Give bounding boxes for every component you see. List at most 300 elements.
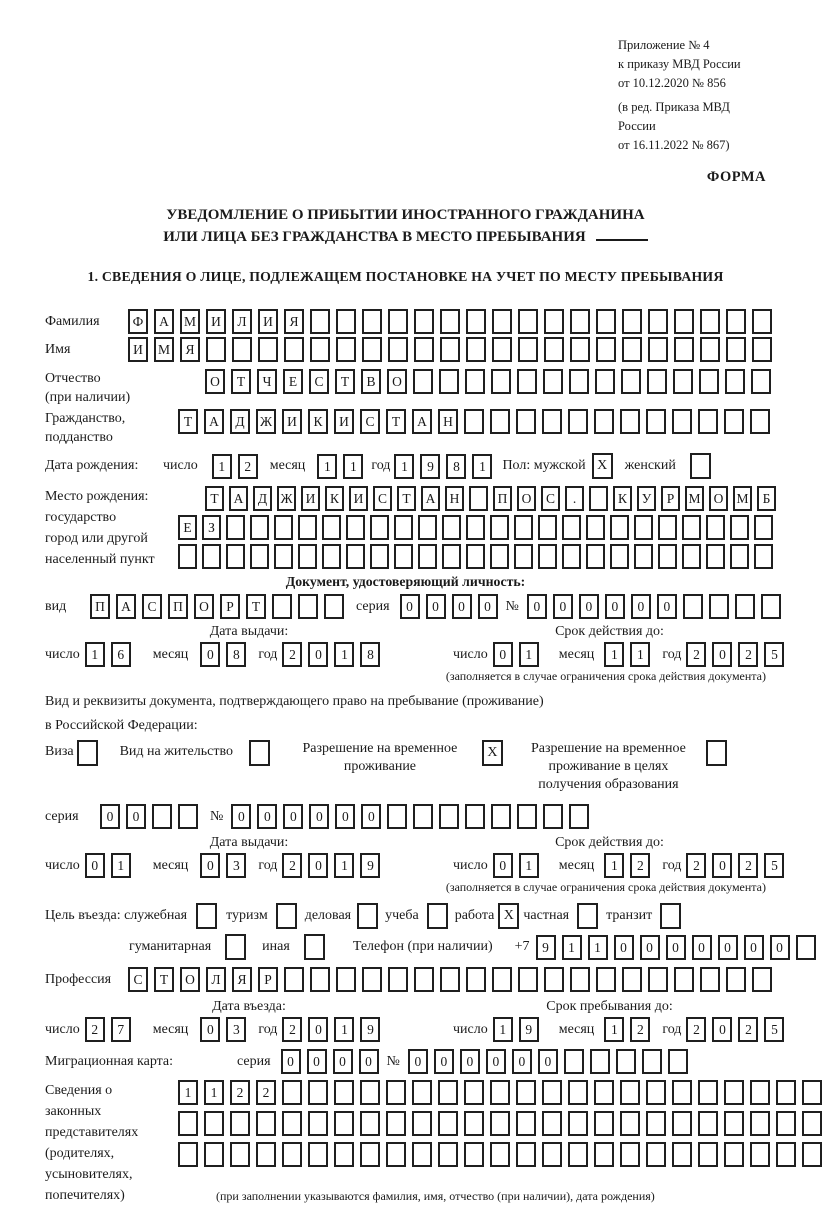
char-cell[interactable]: 9 [420, 454, 440, 479]
char-cell[interactable]: 5 [764, 853, 784, 878]
char-cell[interactable]: И [128, 337, 148, 362]
char-cell[interactable]: Т [231, 369, 251, 394]
char-cell[interactable] [178, 544, 197, 569]
char-cell[interactable] [413, 369, 433, 394]
char-cell[interactable] [490, 1142, 510, 1167]
char-cell[interactable] [672, 1142, 692, 1167]
char-cell[interactable]: О [517, 486, 536, 511]
char-cell[interactable]: А [229, 486, 248, 511]
char-cell[interactable] [621, 369, 641, 394]
char-cell[interactable] [438, 1080, 458, 1105]
char-cell[interactable]: 0 [493, 853, 513, 878]
char-cell[interactable] [362, 967, 382, 992]
char-cell[interactable] [776, 1080, 796, 1105]
char-cell[interactable] [802, 1080, 822, 1105]
char-cell[interactable]: П [90, 594, 110, 619]
char-cell[interactable] [750, 1111, 770, 1136]
char-cell[interactable] [465, 804, 485, 829]
char-cell[interactable]: 1 [394, 454, 414, 479]
char-cell[interactable]: 7 [111, 1017, 131, 1042]
char-cell[interactable]: И [349, 486, 368, 511]
char-cell[interactable] [586, 515, 605, 540]
char-cell[interactable] [682, 515, 701, 540]
char-cell[interactable]: С [360, 409, 380, 434]
char-cell[interactable]: 1 [519, 642, 539, 667]
char-cell[interactable] [466, 544, 485, 569]
purpose-private-checkbox[interactable] [577, 903, 598, 929]
char-cell[interactable]: 0 [770, 935, 790, 960]
char-cell[interactable]: М [154, 337, 174, 362]
char-cell[interactable] [469, 486, 488, 511]
char-cell[interactable] [442, 544, 461, 569]
sex-male-checkbox[interactable]: X [592, 453, 613, 479]
char-cell[interactable]: Т [335, 369, 355, 394]
char-cell[interactable]: 0 [712, 642, 732, 667]
char-cell[interactable] [308, 1142, 328, 1167]
char-cell[interactable] [418, 515, 437, 540]
char-cell[interactable] [658, 515, 677, 540]
char-cell[interactable] [724, 1080, 744, 1105]
char-cell[interactable] [590, 1049, 610, 1074]
char-cell[interactable] [230, 1142, 250, 1167]
char-cell[interactable] [346, 515, 365, 540]
char-cell[interactable] [754, 515, 773, 540]
char-cell[interactable] [542, 1142, 562, 1167]
char-cell[interactable]: 1 [111, 853, 131, 878]
char-cell[interactable]: Р [220, 594, 240, 619]
char-cell[interactable] [412, 1080, 432, 1105]
char-cell[interactable]: 5 [764, 1017, 784, 1042]
char-cell[interactable]: 0 [478, 594, 498, 619]
char-cell[interactable]: Т [397, 486, 416, 511]
char-cell[interactable] [230, 1111, 250, 1136]
char-cell[interactable] [386, 1142, 406, 1167]
char-cell[interactable]: 0 [100, 804, 120, 829]
char-cell[interactable] [282, 1111, 302, 1136]
char-cell[interactable]: 0 [231, 804, 251, 829]
char-cell[interactable]: 8 [360, 642, 380, 667]
char-cell[interactable]: Т [386, 409, 406, 434]
char-cell[interactable] [754, 544, 773, 569]
char-cell[interactable] [569, 369, 589, 394]
char-cell[interactable] [282, 1142, 302, 1167]
char-cell[interactable]: 0 [408, 1049, 428, 1074]
char-cell[interactable] [568, 1080, 588, 1105]
char-cell[interactable] [594, 1080, 614, 1105]
char-cell[interactable] [308, 1111, 328, 1136]
char-cell[interactable]: 6 [111, 642, 131, 667]
char-cell[interactable]: . [565, 486, 584, 511]
char-cell[interactable] [516, 409, 536, 434]
char-cell[interactable]: 2 [738, 1017, 758, 1042]
char-cell[interactable]: 0 [359, 1049, 379, 1074]
char-cell[interactable] [622, 309, 642, 334]
char-cell[interactable]: С [309, 369, 329, 394]
char-cell[interactable]: Т [178, 409, 198, 434]
char-cell[interactable]: И [282, 409, 302, 434]
char-cell[interactable] [370, 515, 389, 540]
char-cell[interactable]: Н [438, 409, 458, 434]
char-cell[interactable] [418, 544, 437, 569]
char-cell[interactable]: Я [232, 967, 252, 992]
char-cell[interactable] [543, 369, 563, 394]
char-cell[interactable]: 2 [738, 853, 758, 878]
char-cell[interactable]: 0 [614, 935, 634, 960]
char-cell[interactable]: 0 [657, 594, 677, 619]
char-cell[interactable] [360, 1142, 380, 1167]
residence-permit-checkbox[interactable] [249, 740, 270, 766]
char-cell[interactable] [202, 544, 221, 569]
purpose-study-checkbox[interactable] [427, 903, 448, 929]
char-cell[interactable] [226, 515, 245, 540]
char-cell[interactable] [700, 967, 720, 992]
char-cell[interactable] [698, 1111, 718, 1136]
char-cell[interactable] [538, 544, 557, 569]
char-cell[interactable]: 2 [738, 642, 758, 667]
char-cell[interactable]: 0 [308, 1017, 328, 1042]
char-cell[interactable] [706, 544, 725, 569]
char-cell[interactable] [206, 337, 226, 362]
char-cell[interactable] [673, 369, 693, 394]
char-cell[interactable] [698, 409, 718, 434]
char-cell[interactable] [152, 804, 172, 829]
char-cell[interactable] [464, 1142, 484, 1167]
char-cell[interactable]: 0 [666, 935, 686, 960]
char-cell[interactable] [464, 1080, 484, 1105]
char-cell[interactable]: И [334, 409, 354, 434]
char-cell[interactable]: 0 [307, 1049, 327, 1074]
char-cell[interactable] [658, 544, 677, 569]
char-cell[interactable]: М [685, 486, 704, 511]
char-cell[interactable] [256, 1111, 276, 1136]
char-cell[interactable] [610, 515, 629, 540]
char-cell[interactable] [646, 1142, 666, 1167]
char-cell[interactable] [542, 1080, 562, 1105]
char-cell[interactable] [413, 804, 433, 829]
char-cell[interactable]: 1 [334, 853, 354, 878]
char-cell[interactable]: 8 [226, 642, 246, 667]
char-cell[interactable]: 2 [256, 1080, 276, 1105]
char-cell[interactable]: И [258, 309, 278, 334]
char-cell[interactable] [310, 309, 330, 334]
char-cell[interactable] [634, 515, 653, 540]
char-cell[interactable] [386, 1080, 406, 1105]
char-cell[interactable]: Д [253, 486, 272, 511]
char-cell[interactable] [514, 544, 533, 569]
char-cell[interactable]: 2 [282, 642, 302, 667]
char-cell[interactable] [298, 594, 318, 619]
char-cell[interactable] [730, 515, 749, 540]
char-cell[interactable]: 0 [308, 853, 328, 878]
char-cell[interactable]: Я [180, 337, 200, 362]
char-cell[interactable] [646, 1111, 666, 1136]
char-cell[interactable] [776, 1142, 796, 1167]
char-cell[interactable] [544, 309, 564, 334]
char-cell[interactable]: П [168, 594, 188, 619]
char-cell[interactable] [386, 1111, 406, 1136]
char-cell[interactable] [518, 337, 538, 362]
char-cell[interactable] [622, 337, 642, 362]
char-cell[interactable] [346, 544, 365, 569]
char-cell[interactable] [620, 1080, 640, 1105]
char-cell[interactable]: 9 [360, 1017, 380, 1042]
char-cell[interactable] [586, 544, 605, 569]
char-cell[interactable] [272, 594, 292, 619]
char-cell[interactable]: 5 [764, 642, 784, 667]
char-cell[interactable] [394, 544, 413, 569]
char-cell[interactable]: Е [283, 369, 303, 394]
char-cell[interactable] [672, 1111, 692, 1136]
char-cell[interactable]: 0 [361, 804, 381, 829]
char-cell[interactable]: 2 [85, 1017, 105, 1042]
char-cell[interactable] [596, 309, 616, 334]
char-cell[interactable]: 1 [519, 853, 539, 878]
char-cell[interactable]: 1 [472, 454, 492, 479]
char-cell[interactable]: 0 [712, 1017, 732, 1042]
char-cell[interactable]: С [541, 486, 560, 511]
char-cell[interactable] [439, 369, 459, 394]
char-cell[interactable] [796, 935, 816, 960]
char-cell[interactable] [568, 1111, 588, 1136]
char-cell[interactable] [490, 544, 509, 569]
char-cell[interactable] [544, 337, 564, 362]
edu-permit-checkbox[interactable] [706, 740, 727, 766]
char-cell[interactable]: 0 [605, 594, 625, 619]
char-cell[interactable] [440, 337, 460, 362]
char-cell[interactable]: 0 [200, 1017, 220, 1042]
char-cell[interactable] [596, 337, 616, 362]
char-cell[interactable]: А [116, 594, 136, 619]
char-cell[interactable]: С [128, 967, 148, 992]
char-cell[interactable]: 2 [630, 1017, 650, 1042]
char-cell[interactable] [466, 337, 486, 362]
char-cell[interactable] [752, 309, 772, 334]
char-cell[interactable] [465, 369, 485, 394]
char-cell[interactable] [761, 594, 781, 619]
char-cell[interactable] [282, 1080, 302, 1105]
char-cell[interactable] [568, 409, 588, 434]
char-cell[interactable] [464, 409, 484, 434]
char-cell[interactable]: Б [757, 486, 776, 511]
char-cell[interactable]: 0 [631, 594, 651, 619]
char-cell[interactable] [570, 337, 590, 362]
char-cell[interactable] [178, 1111, 198, 1136]
char-cell[interactable]: Е [178, 515, 197, 540]
char-cell[interactable] [440, 309, 460, 334]
char-cell[interactable] [620, 1111, 640, 1136]
purpose-commercial-checkbox[interactable] [357, 903, 378, 929]
char-cell[interactable]: К [325, 486, 344, 511]
char-cell[interactable] [698, 1142, 718, 1167]
char-cell[interactable] [568, 1142, 588, 1167]
char-cell[interactable] [616, 1049, 636, 1074]
sex-female-checkbox[interactable] [690, 453, 711, 479]
char-cell[interactable]: 0 [527, 594, 547, 619]
char-cell[interactable] [516, 1142, 536, 1167]
char-cell[interactable] [414, 309, 434, 334]
char-cell[interactable] [726, 967, 746, 992]
temp-permit-checkbox[interactable]: X [482, 740, 503, 766]
char-cell[interactable] [258, 337, 278, 362]
char-cell[interactable] [683, 594, 703, 619]
char-cell[interactable]: 0 [426, 594, 446, 619]
char-cell[interactable]: А [421, 486, 440, 511]
char-cell[interactable] [322, 544, 341, 569]
char-cell[interactable] [620, 1142, 640, 1167]
char-cell[interactable] [682, 544, 701, 569]
char-cell[interactable] [334, 1111, 354, 1136]
char-cell[interactable]: 0 [434, 1049, 454, 1074]
char-cell[interactable]: 0 [553, 594, 573, 619]
char-cell[interactable]: 0 [493, 642, 513, 667]
char-cell[interactable] [178, 1142, 198, 1167]
char-cell[interactable]: 1 [630, 642, 650, 667]
char-cell[interactable] [622, 967, 642, 992]
char-cell[interactable] [362, 309, 382, 334]
char-cell[interactable] [564, 1049, 584, 1074]
char-cell[interactable] [569, 804, 589, 829]
char-cell[interactable] [439, 804, 459, 829]
char-cell[interactable] [322, 515, 341, 540]
char-cell[interactable]: В [361, 369, 381, 394]
char-cell[interactable]: Л [206, 967, 226, 992]
char-cell[interactable] [362, 337, 382, 362]
char-cell[interactable]: 1 [493, 1017, 513, 1042]
char-cell[interactable] [698, 1080, 718, 1105]
char-cell[interactable] [570, 967, 590, 992]
char-cell[interactable] [752, 967, 772, 992]
char-cell[interactable]: 2 [686, 1017, 706, 1042]
char-cell[interactable]: У [637, 486, 656, 511]
char-cell[interactable] [596, 967, 616, 992]
char-cell[interactable] [750, 1142, 770, 1167]
char-cell[interactable]: 1 [317, 454, 337, 479]
char-cell[interactable]: 9 [360, 853, 380, 878]
char-cell[interactable]: С [142, 594, 162, 619]
char-cell[interactable]: 0 [512, 1049, 532, 1074]
char-cell[interactable] [674, 967, 694, 992]
char-cell[interactable]: 2 [686, 853, 706, 878]
char-cell[interactable]: 2 [686, 642, 706, 667]
char-cell[interactable] [724, 1111, 744, 1136]
char-cell[interactable] [516, 1111, 536, 1136]
char-cell[interactable]: 3 [226, 1017, 246, 1042]
char-cell[interactable] [802, 1111, 822, 1136]
char-cell[interactable] [387, 804, 407, 829]
char-cell[interactable] [646, 409, 666, 434]
char-cell[interactable] [440, 967, 460, 992]
char-cell[interactable]: 0 [126, 804, 146, 829]
purpose-humanitarian-checkbox[interactable] [225, 934, 246, 960]
char-cell[interactable] [594, 1111, 614, 1136]
char-cell[interactable] [726, 309, 746, 334]
char-cell[interactable] [724, 1142, 744, 1167]
char-cell[interactable]: 1 [334, 1017, 354, 1042]
char-cell[interactable]: И [206, 309, 226, 334]
char-cell[interactable]: Д [230, 409, 250, 434]
char-cell[interactable]: Н [445, 486, 464, 511]
char-cell[interactable] [735, 594, 755, 619]
char-cell[interactable] [610, 544, 629, 569]
purpose-transit-checkbox[interactable] [660, 903, 681, 929]
char-cell[interactable] [310, 967, 330, 992]
char-cell[interactable] [492, 309, 512, 334]
char-cell[interactable]: И [301, 486, 320, 511]
char-cell[interactable]: 9 [536, 935, 556, 960]
char-cell[interactable]: К [308, 409, 328, 434]
char-cell[interactable] [730, 544, 749, 569]
char-cell[interactable]: Р [258, 967, 278, 992]
char-cell[interactable] [284, 967, 304, 992]
char-cell[interactable] [562, 515, 581, 540]
char-cell[interactable] [178, 804, 198, 829]
char-cell[interactable] [518, 967, 538, 992]
char-cell[interactable]: 1 [334, 642, 354, 667]
char-cell[interactable] [466, 515, 485, 540]
char-cell[interactable] [442, 515, 461, 540]
char-cell[interactable] [490, 1111, 510, 1136]
char-cell[interactable]: Т [246, 594, 266, 619]
char-cell[interactable] [543, 804, 563, 829]
char-cell[interactable]: 0 [744, 935, 764, 960]
char-cell[interactable] [634, 544, 653, 569]
char-cell[interactable] [250, 515, 269, 540]
char-cell[interactable] [620, 409, 640, 434]
char-cell[interactable]: Т [154, 967, 174, 992]
char-cell[interactable]: Ч [257, 369, 277, 394]
char-cell[interactable]: 1 [588, 935, 608, 960]
char-cell[interactable] [517, 804, 537, 829]
char-cell[interactable] [751, 369, 771, 394]
char-cell[interactable] [517, 369, 537, 394]
char-cell[interactable] [490, 1080, 510, 1105]
char-cell[interactable]: 0 [640, 935, 660, 960]
char-cell[interactable]: 0 [538, 1049, 558, 1074]
char-cell[interactable]: 0 [486, 1049, 506, 1074]
char-cell[interactable] [646, 1080, 666, 1105]
char-cell[interactable]: 1 [85, 642, 105, 667]
char-cell[interactable] [562, 544, 581, 569]
char-cell[interactable] [672, 409, 692, 434]
char-cell[interactable]: 1 [343, 454, 363, 479]
char-cell[interactable] [648, 337, 668, 362]
char-cell[interactable] [752, 337, 772, 362]
char-cell[interactable]: 0 [309, 804, 329, 829]
char-cell[interactable]: 0 [460, 1049, 480, 1074]
char-cell[interactable]: 1 [204, 1080, 224, 1105]
char-cell[interactable]: 1 [604, 642, 624, 667]
char-cell[interactable]: 2 [630, 853, 650, 878]
char-cell[interactable] [388, 337, 408, 362]
char-cell[interactable] [308, 1080, 328, 1105]
char-cell[interactable]: О [387, 369, 407, 394]
char-cell[interactable] [726, 337, 746, 362]
char-cell[interactable]: 0 [712, 853, 732, 878]
char-cell[interactable] [284, 337, 304, 362]
char-cell[interactable] [594, 1142, 614, 1167]
char-cell[interactable] [674, 337, 694, 362]
char-cell[interactable] [589, 486, 608, 511]
char-cell[interactable] [324, 594, 344, 619]
char-cell[interactable] [298, 515, 317, 540]
char-cell[interactable] [700, 337, 720, 362]
char-cell[interactable]: А [154, 309, 174, 334]
purpose-work-checkbox[interactable]: X [498, 903, 519, 929]
char-cell[interactable] [802, 1142, 822, 1167]
char-cell[interactable] [466, 309, 486, 334]
char-cell[interactable]: 0 [400, 594, 420, 619]
char-cell[interactable] [370, 544, 389, 569]
